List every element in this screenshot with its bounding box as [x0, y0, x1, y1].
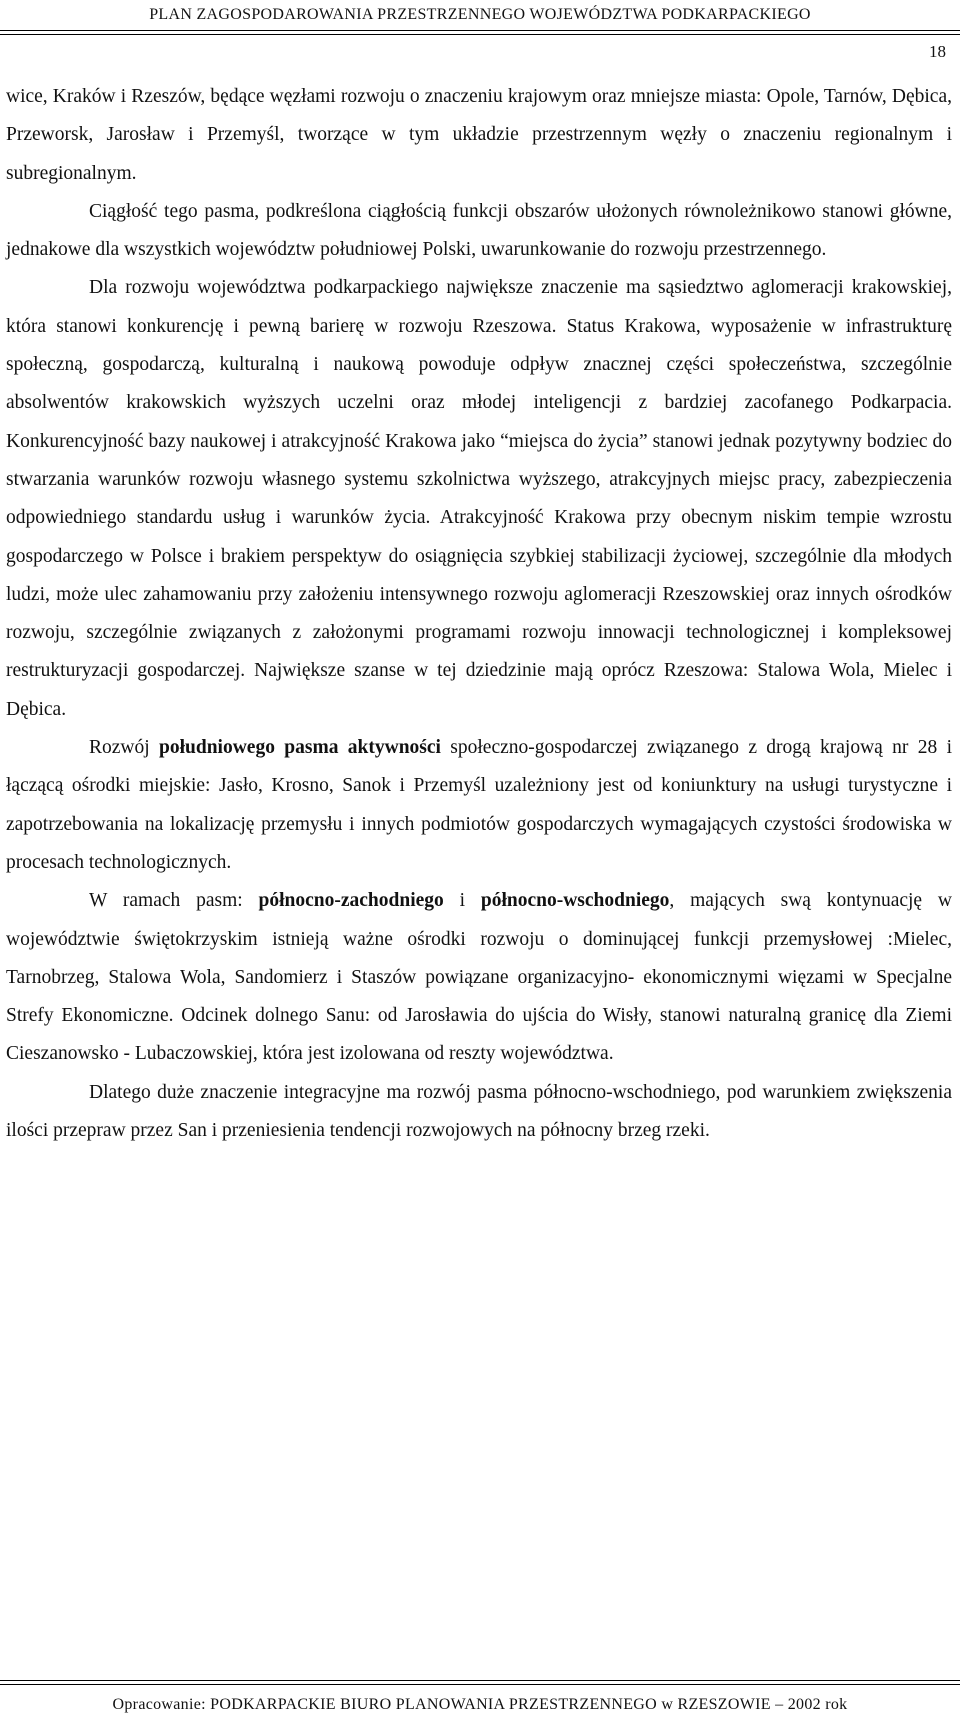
document-title: PLAN ZAGOSPODAROWANIA PRZESTRZENNEGO WOJEWÓDZTWA PODKARPACKIEGO: [149, 6, 811, 23]
paragraph-4-lead: Rozwój: [89, 737, 159, 759]
paragraph-5-rest: , mających swą kontynuację w województwie świętokrzyskim istnieją ważne ośrodki rozwoju o dominującej funkcji przemysłowej :Mielec, Tarnobrzeg, Stalowa Wola, Sandomierz i Staszów powiązane organizacyjno- ekonomicznymi więzami w Specjalne Strefy Ekonomiczne. Odcinek dolnego Sanu: od Jarosławia do ujścia do Wisły, stanowi naturalną granicę dla Ziemi Cieszanowsko - Lubaczowskiej, która jest izolowana od reszty województwa.: [6, 890, 953, 1065]
header-rule-bottom: [0, 34, 960, 35]
paragraph-4: [6, 729, 952, 882]
paragraph-3: Dla rozwoju województwa podkarpackiego największe znaczenie ma sąsiedztwo aglomeracji krakowskiej, która stanowi konkurencję i pewną barierę w rozwoju Rzeszowa. Status Krakowa, wyposażenie w infrastrukturę społeczną, gospodarczą, kulturalną i naukową powoduje odpływ znacznej części społeczeństwa, szczególnie absolwentów krakowskich wyższych uczelni oraz młodej inteligencji z bardziej zacofanego Podkarpacia. Konkurencyjność bazy naukowej i atrakcyjność Krakowa jako “miejsca do życia” stanowi jednak pozytywny bodziec do stwarzania warunków rozwoju własnego systemu szkolnictwa wyższego, atrakcyjnych miejsc pracy, zabezpieczenia odpowiedniego standardu usług i warunków życia. Atrakcyjność Krakowa przy obecnym niskim tempie wzrostu gospodarczego w Polsce i brakiem perspektyw do osiągnięcia szybkiej stabilizacji życiowej, szczególnie dla młodych ludzi, może ulec zahamowaniu przy założeniu intensywnego rozwoju aglomeracji Rzeszowskiej oraz innych ośrodków rozwoju, szczególnie związanych z założonymi programami rozwoju innowacji technologicznej i kompleksowej restrukturyzacji gospodarczej. Największe szanse w tej dziedzinie mają oprócz Rzeszowa: Stalowa Wola, Mielec i Dębica.: [6, 277, 952, 720]
footer-rule-top: [0, 1680, 960, 1681]
page-number: 18: [929, 42, 946, 61]
paragraph-5-emphasis-1: północno-zachodniego: [258, 890, 444, 912]
paragraph-4-emphasis: południowego pasma aktywności: [159, 737, 441, 759]
paragraph-5: [6, 882, 952, 1073]
paragraph-4-rest: społeczno-gospodarczej związanego z drogą krajową nr 28 i łączącą ośrodki miejskie: Jasło, Krosno, Sanok i Przemyśl uzależniony jest od koniunktury na usługi turystyczne i zapotrzebowania na lokalizację przemysłu i innych podmiotów gospodarczych wymagających czystości środowiska w procesach technologicznych.: [6, 737, 952, 873]
footer-rule-bottom: [0, 1684, 960, 1685]
header-rule-top: [0, 30, 960, 31]
paragraph-6: Dlatego duże znaczenie integracyjne ma rozwój pasma północno-wschodniego, pod warunkiem zwiększenia ilości przepraw przez San i przeniesienia tendencji rozwojowych na północny brzeg rzeki.: [6, 1081, 952, 1142]
paragraph-2: Ciągłość tego pasma, podkreślona ciągłością funkcji obszarów ułożonych równoleżnikowo stanowi główne, jednakowe dla wszystkich województw południowej Polski, uwarunkowanie do rozwoju przestrzennego.: [6, 200, 952, 261]
footer-credit: Opracowanie: PODKARPACKIE BIURO PLANOWANIA PRZESTRZENNEGO w RZESZOWIE – 2002 rok: [112, 1696, 848, 1713]
paragraph-5-conjunction: i: [443, 890, 481, 912]
page-header: [0, 0, 960, 34]
document-body: [6, 78, 952, 1150]
paragraph-1: wice, Kraków i Rzeszów, będące węzłami rozwoju o znaczeniu krajowym oraz mniejsze miasta: Opole, Tarnów, Dębica, Przeworsk, Jarosław i Przemyśl, tworzące w tym układzie przestrzennym węzły o znaczeniu regionalnym i subregionalnym.: [6, 86, 952, 184]
paragraph-5-emphasis-2: północno-wschodniego: [480, 890, 670, 912]
page-footer: [0, 1690, 960, 1720]
paragraph-5-lead: W ramach pasm:: [89, 890, 259, 912]
